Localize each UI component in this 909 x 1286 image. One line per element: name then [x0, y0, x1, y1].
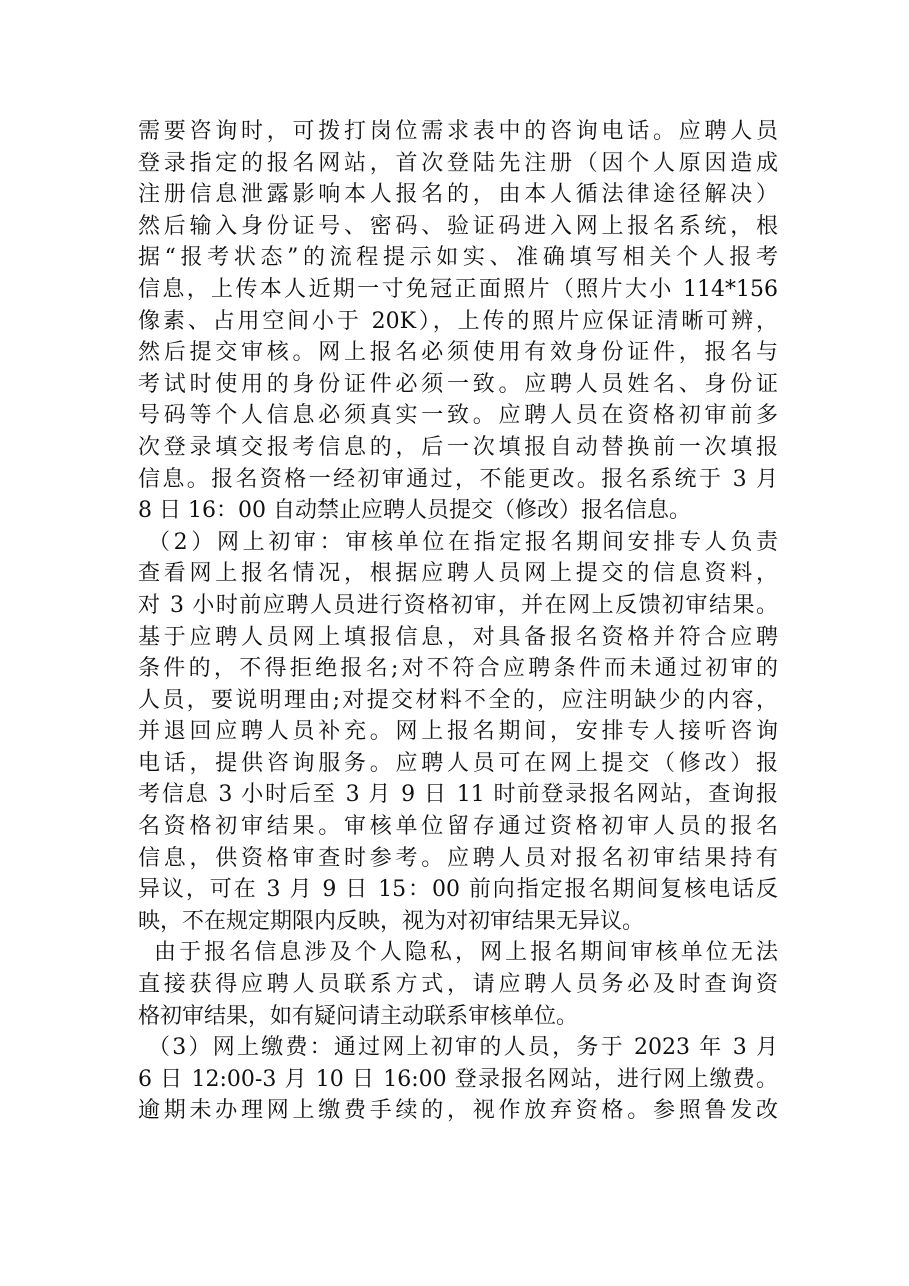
text-line: 据“报考状态”的流程提示如实、准确填写相关个人报考 — [138, 245, 778, 271]
text-line: 基于应聘人员网上填报信息，对具备报名资格并符合应聘 — [138, 624, 778, 650]
text-line: 异议，可在 3 月 9 日 15：00 前向指定报名期间复核电话反 — [138, 877, 778, 903]
text-line: 信息，供资格审查时参考。应聘人员对报名初审结果持有 — [138, 845, 778, 871]
text-line: 名资格初审结果。审核单位留存通过资格初审人员的报名 — [138, 814, 778, 840]
text-line: 由于报名信息涉及个人隐私，网上报名期间审核单位无法 — [154, 940, 778, 966]
text-line: （2）网上初审：审核单位在指定报名期间安排专人负责 — [148, 529, 778, 555]
text-line: 信息，上传本人近期一寸免冠正面照片（照片大小 114*156 — [138, 276, 778, 302]
text-line: 注册信息泄露影响本人报名的，由本人循法律途径解决） — [138, 182, 778, 208]
text-line: 号码等个人信息必须真实一致。应聘人员在资格初审前多 — [138, 403, 778, 429]
text-line: 逾期未办理网上缴费手续的，视作放弃资格。参照鲁发改 — [138, 1098, 778, 1124]
text-line: 6 日 12:00-3 月 10 日 16:00 登录报名网站，进行网上缴费。 — [138, 1066, 778, 1092]
text-line: 然后提交审核。网上报名必须使用有效身份证件，报名与 — [138, 340, 778, 366]
text-line: 格初审结果，如有疑问请主动联系审核单位。 — [138, 1003, 579, 1029]
text-line: 电话，提供咨询服务。应聘人员可在网上提交（修改）报 — [138, 750, 778, 776]
text-line: 人员，要说明理由;对提交材料不全的，应注明缺少的内容， — [138, 687, 778, 713]
text-line: 需要咨询时，可拨打岗位需求表中的咨询电话。应聘人员 — [138, 119, 778, 144]
text-line: 考信息 3 小时后至 3 月 9 日 11 时前登录报名网站，查询报 — [138, 782, 778, 808]
document-body — [138, 116, 778, 1127]
text-line: 次登录填交报考信息的，后一次填报自动替换前一次填报 — [138, 434, 778, 460]
text-line: 查看网上报名情况，根据应聘人员网上提交的信息资料， — [138, 561, 778, 587]
text-line: 登录指定的报名网站，首次登陆先注册（因个人原因造成 — [138, 150, 778, 176]
text-line: 并退回应聘人员补充。网上报名期间，安排专人接听咨询 — [138, 719, 778, 745]
text-line: 映，不在规定期限内反映，视为对初审结果无异议。 — [138, 908, 645, 934]
text-line: 信息。报名资格一经初审通过，不能更改。报名系统于 3 月 — [138, 466, 778, 492]
text-line: 像素、占用空间小于 20K），上传的照片应保证清晰可辨， — [138, 308, 778, 334]
text-line: 直接获得应聘人员联系方式，请应聘人员务必及时查询资 — [138, 972, 778, 998]
text-line: （3）网上缴费：通过网上初审的人员，务于 2023 年 3 月 — [148, 1035, 778, 1061]
text-line: 对 3 小时前应聘人员进行资格初审，并在网上反馈初审结果。 — [138, 592, 778, 618]
text-line: 条件的，不得拒绝报名;对不符合应聘条件而未通过初审的 — [138, 656, 778, 682]
text-line: 然后输入身份证号、密码、验证码进入网上报名系统，根 — [138, 213, 778, 239]
text-line: 考试时使用的身份证件必须一致。应聘人员姓名、身份证 — [138, 371, 778, 397]
text-line: 8 日 16：00 自动禁止应聘人员提交（修改）报名信息。 — [138, 498, 691, 524]
